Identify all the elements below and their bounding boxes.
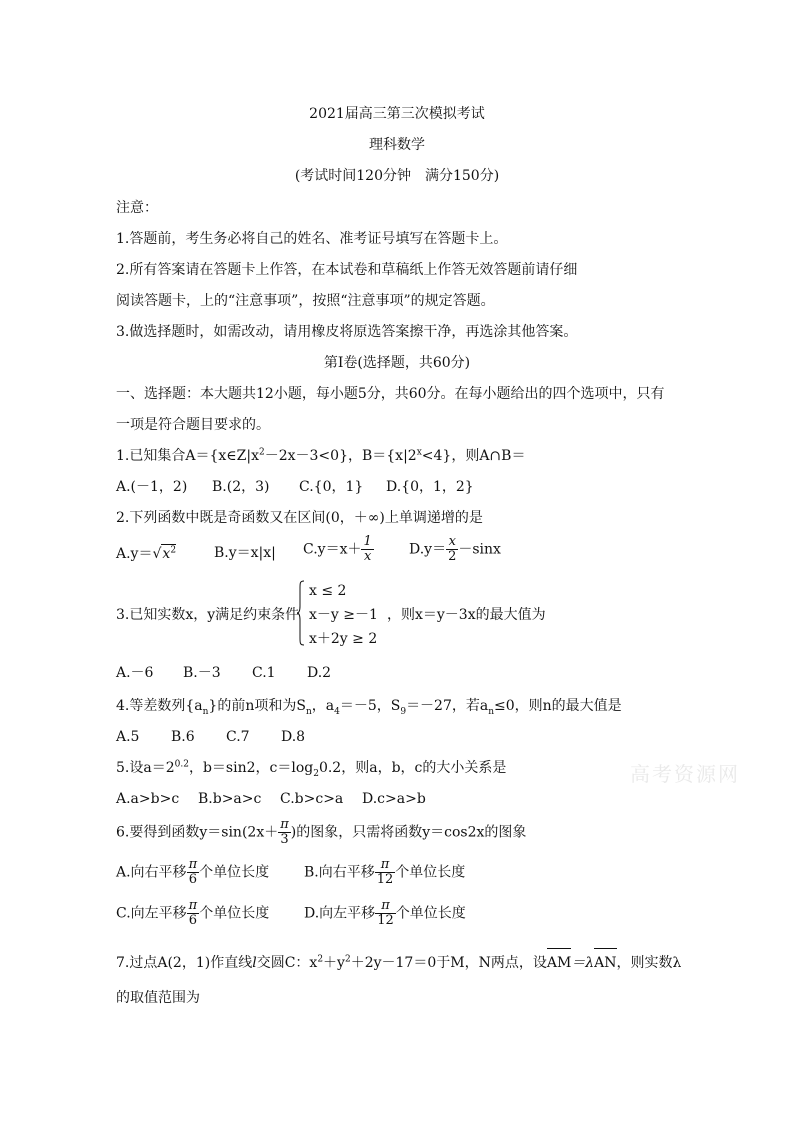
q1-option-a: A.(－1，2) xyxy=(116,479,188,495)
q4-option-b: B.6 xyxy=(171,729,195,745)
q7-mid: ＝λ xyxy=(571,955,595,971)
q1-part-c: <4}，则A∩B＝ xyxy=(421,448,526,464)
question-5-stem xyxy=(116,759,506,777)
q6-b-num: π xyxy=(375,858,396,873)
note-1: 1.答题前，考生务必将自己的姓名、准考证号填写在答题卡上。 xyxy=(116,231,508,247)
q2-c-den: x xyxy=(363,549,372,564)
q4-option-d: D.8 xyxy=(281,729,306,745)
q7-sup-a: 2 xyxy=(317,954,324,965)
watermark: 高考资源网 xyxy=(630,762,740,786)
q4-p6: ≤0，则n的最大值是 xyxy=(494,698,622,714)
q4-s3: 4 xyxy=(334,706,340,717)
q5-option-d: D.c>a>b xyxy=(362,791,426,807)
q7-line-var: l xyxy=(252,955,257,971)
q2-d-num: x xyxy=(446,535,458,550)
q2-option-c xyxy=(303,535,374,564)
q5-p3: 0.2，则a，b，c的大小关系是 xyxy=(318,760,507,776)
q5-option-c: C.b>c>a xyxy=(280,791,344,807)
q6-a-pre: A.向右平移 xyxy=(116,864,187,881)
section-intro-line-2: 一项是符合题目要求的。 xyxy=(116,417,270,433)
note-2-line-2: 阅读答题卡，上的“注意事项”，按照“注意事项”的规定答题。 xyxy=(116,293,495,309)
q3-constraint-3: x＋2y ≥ 2 xyxy=(309,631,378,647)
q4-p4: ＝－5，S xyxy=(339,698,401,714)
section-intro-line-1: 一、选择题：本大题共12小题，每小题5分，共60分。在每小题给出的四个选项中，只有 xyxy=(116,386,665,402)
q6-c-post: 个单位长度 xyxy=(199,905,270,922)
q5-option-a: A.a>b>c xyxy=(116,791,180,807)
q4-s2: n xyxy=(305,706,312,717)
q6-b-post: 个单位长度 xyxy=(395,864,466,881)
q2-d-fraction xyxy=(446,535,458,564)
q6-a-post: 个单位长度 xyxy=(199,864,270,881)
q5-sup: 0.2 xyxy=(174,759,189,770)
q3-option-b: B.－3 xyxy=(183,665,221,681)
q6-fraction xyxy=(278,818,291,847)
q2-option-a xyxy=(116,544,176,563)
q7-v1: AM xyxy=(546,955,572,971)
q3-option-a: A.－6 xyxy=(116,665,154,681)
q6-d-den: 12 xyxy=(377,913,394,928)
q2-c-fraction xyxy=(361,535,373,564)
q3-option-c: C.1 xyxy=(252,665,276,681)
q1-sup: 2 xyxy=(258,447,265,458)
note-2-line-1: 2.所有答案请在答题卡上作答，在本试卷和草稿纸上作答无效答题前请仔细 xyxy=(116,262,578,278)
q1-option-d: D.{0，1，2} xyxy=(386,479,474,495)
q6-den: 3 xyxy=(280,832,289,847)
q6-p2: )的图象，只需将函数y＝cos2x的图象 xyxy=(290,824,527,841)
q6-option-b xyxy=(304,858,465,887)
q4-p1: 4.等差数列{a xyxy=(116,698,203,714)
q1-option-c: C.{0，1} xyxy=(299,479,364,495)
q4-s1: n xyxy=(202,706,209,717)
q2-a-prefix: A.y＝ xyxy=(116,546,153,562)
q7-sup-b: 2 xyxy=(344,954,351,965)
notes-heading: 注意： xyxy=(116,200,158,216)
q1-part-b: －2x－3<0}，B＝{x|2 xyxy=(264,448,417,464)
q2-d-suffix: －sinx xyxy=(458,541,501,558)
sqrt-sign-icon: √ xyxy=(152,546,162,562)
q2-c-num: 1 xyxy=(363,534,372,549)
q4-option-c: C.7 xyxy=(226,729,250,745)
q2-option-d xyxy=(409,535,501,564)
q4-s5: n xyxy=(488,706,495,717)
q3-constraint-2: x－y ≥－1 xyxy=(309,607,378,623)
q6-c-pre: C.向左平移 xyxy=(116,905,187,922)
q2-d-den: 2 xyxy=(448,549,457,564)
q1-sup2: x xyxy=(416,447,422,458)
q6-p1: 6.要得到函数y＝sin(2x＋ xyxy=(116,824,279,841)
q6-b-fraction xyxy=(375,858,396,887)
q5-option-b: B.b>a>c xyxy=(198,791,262,807)
q4-p2: }的前n项和为S xyxy=(208,698,306,714)
q6-a-fraction xyxy=(187,858,200,887)
q7-v2: AN xyxy=(594,955,617,971)
exam-subject: 理科数学 xyxy=(369,137,425,153)
q7-p5: ，则实数λ xyxy=(616,955,682,971)
question-6-stem xyxy=(116,818,526,847)
q6-c-num: π xyxy=(188,898,198,913)
q5-p2: ，b＝sin2，c＝log xyxy=(188,760,314,776)
q7-p2: 交圆C：x xyxy=(256,955,318,971)
q6-b-pre: B.向右平移 xyxy=(304,864,375,881)
q6-option-c xyxy=(116,899,269,928)
question-2-stem: 2.下列函数中既是奇函数又在区间(0，＋∞)上单调递增的是 xyxy=(116,510,483,526)
q2-option-b: B.y＝x|x| xyxy=(214,545,276,561)
q7-p4: ＋2y－17＝0于M，N两点，设 xyxy=(350,955,547,971)
q6-c-den: 6 xyxy=(188,913,198,928)
q2-a-sup: 2 xyxy=(170,545,177,556)
note-3: 3.做选择题时，如需改动，请用橡皮将原选答案擦干净，再选涂其他答案。 xyxy=(116,324,578,340)
q7-p3: ＋y xyxy=(323,955,345,971)
q5-sub: 2 xyxy=(313,768,319,779)
q2-d-prefix: D.y＝ xyxy=(409,541,447,558)
q6-d-fraction xyxy=(375,899,396,928)
left-brace-icon xyxy=(297,580,305,646)
q4-s4: 9 xyxy=(400,706,407,717)
q6-option-a xyxy=(116,858,269,887)
vector-arrow-icon xyxy=(547,948,571,954)
q3-option-d: D.2 xyxy=(307,665,332,681)
q6-d-pre: D.向左平移 xyxy=(304,905,376,922)
q4-p3: ，a xyxy=(311,698,335,714)
section-title: 第I卷(选择题，共60分) xyxy=(323,355,471,371)
q2-a-radicand xyxy=(161,544,176,563)
q6-num: π xyxy=(280,817,289,832)
q2-c-prefix: C.y＝x＋ xyxy=(303,541,362,558)
vector-am xyxy=(547,954,571,972)
q7-p1: 7.过点A(2，1)作直线 xyxy=(116,955,253,971)
q6-option-d xyxy=(304,899,466,928)
q1-part-a: 1.已知集合A＝{x∈Z|x xyxy=(116,448,259,464)
question-4-stem xyxy=(116,697,622,715)
q3-constraint-1: x ≤ 2 xyxy=(309,583,347,599)
q6-a-num: π xyxy=(188,857,198,872)
question-7-line-2: 的取值范围为 xyxy=(116,990,200,1006)
q3-stem-end: ，则x＝y－3x的最大值为 xyxy=(387,607,546,623)
question-7-stem xyxy=(116,954,681,972)
q2-a-var: x xyxy=(162,546,171,562)
q6-a-den: 6 xyxy=(188,872,197,887)
q6-d-post: 个单位长度 xyxy=(395,905,466,922)
q6-c-fraction xyxy=(187,899,200,928)
exam-time-info: (考试时间120分钟 满分150分) xyxy=(294,168,500,184)
exam-title: 2021届高三第三次模拟考试 xyxy=(309,106,485,122)
question-1-stem xyxy=(116,447,525,465)
vector-an xyxy=(594,954,616,972)
q5-p1: 5.设a＝2 xyxy=(116,760,175,776)
q1-option-b: B.(2，3) xyxy=(212,479,270,495)
vector-arrow-icon xyxy=(594,948,616,954)
q4-p5: ＝－27，若a xyxy=(406,698,489,714)
q3-stem-start: 3.已知实数x，y满足约束条件 xyxy=(116,607,300,623)
q4-option-a: A.5 xyxy=(116,729,140,745)
q6-b-den: 12 xyxy=(376,872,394,887)
q6-d-num: π xyxy=(375,899,396,914)
